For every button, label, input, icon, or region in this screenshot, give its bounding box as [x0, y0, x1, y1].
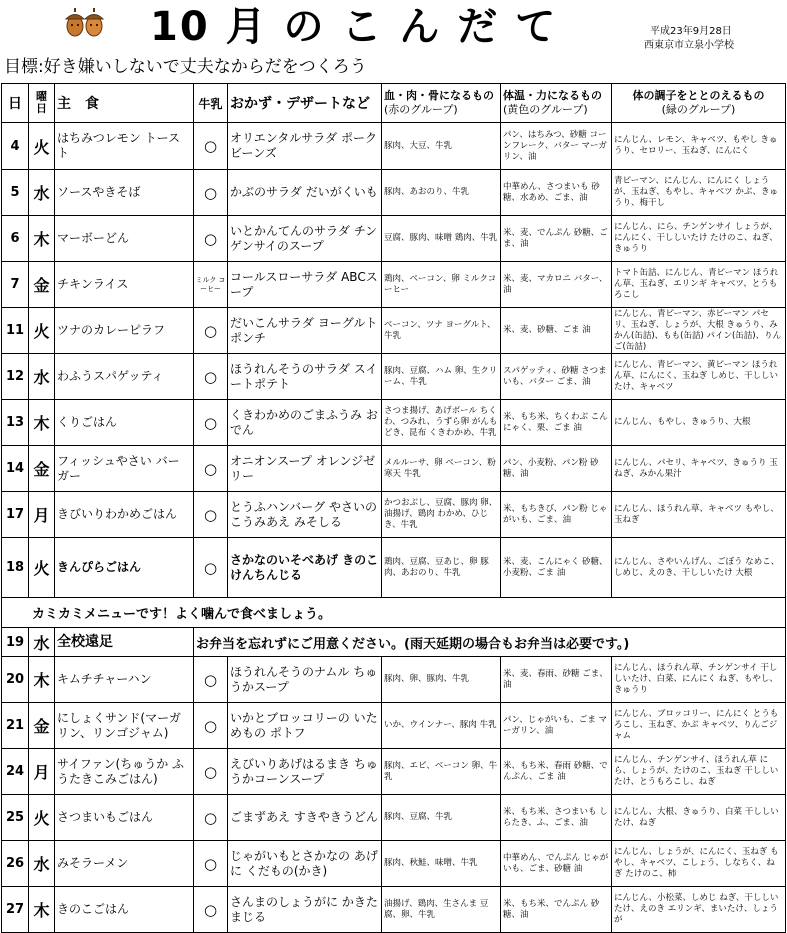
row-milk: ○ [194, 703, 228, 749]
table-row [2, 492, 786, 538]
row-dish: さんまのしょうがに かきたまじる [228, 887, 382, 933]
row-main: きのこごはん [55, 887, 194, 933]
row-red-group: さつま揚げ、あげボール ちくわ、つみれ、うずら卵 がんもどき、昆布 くきわかめ、牛乳 [382, 400, 501, 446]
acorn-icon [66, 8, 84, 36]
table-row [2, 887, 786, 933]
row-main: みそラーメン [55, 841, 194, 887]
row-red-group: 豚肉、卵、豚肉、牛乳 [382, 657, 501, 703]
row-milk: ○ [194, 446, 228, 492]
row-day: 21 [2, 703, 29, 749]
table-row [2, 170, 786, 216]
row-day: 14 [2, 446, 29, 492]
row-yellow-group: 米、麦、マカロニ バター、油 [501, 262, 612, 308]
row-weekday: 火 [29, 538, 55, 598]
row-red-group: 豚肉、大豆、牛乳 [382, 123, 501, 170]
table-row [2, 216, 786, 262]
header-yellow-sub: (黄色のグループ) [503, 103, 588, 116]
page-title: 10 月 の こ ん だ て [150, 4, 558, 50]
note-row [2, 598, 786, 628]
row-milk: ○ [194, 749, 228, 795]
row-dish: いかとブロッコリーの いためもの ポトフ [228, 703, 382, 749]
row-red-group: 豚肉、豆腐、ハム 卵、生クリーム、牛乳 [382, 354, 501, 400]
row-day: 7 [2, 262, 29, 308]
row-red-group: 油揚げ、鶏肉、生さんま 豆腐、卵、牛乳 [382, 887, 501, 933]
row-green-group: にんじん、ブロッコリー、にんにく とうもろこし、玉ねぎ、かぶ キャベツ、りんごジャム [612, 703, 786, 749]
header-milk: 牛乳 [194, 84, 228, 123]
table-row [2, 123, 786, 170]
header-red-group [382, 84, 501, 123]
row-main: 全校遠足 [55, 628, 194, 657]
header-yellow-title: 体温・力になるもの [503, 89, 602, 102]
header-red-title: 血・肉・骨になるもの [384, 89, 494, 102]
row-green-group: にんじん、青ピーマン、黄ピーマン ほうれん草、にんにく、玉ねぎ しめじ、干ししいたけ、キャベツ [612, 354, 786, 400]
row-milk: ○ [194, 216, 228, 262]
row-dish: えびいりあげはるまき ちゅうかコーンスープ [228, 749, 382, 795]
row-yellow-group: スパゲッティ、砂糖 さつまいも、バター ごま、油 [501, 354, 612, 400]
row-red-group: 豚肉、秋鮭、味噌、牛乳 [382, 841, 501, 887]
row-weekday: 木 [29, 400, 55, 446]
row-day: 24 [2, 749, 29, 795]
row-yellow-group: 米、もち米、さつまいも しらたき、ふ、ごま、油 [501, 795, 612, 841]
table-header [2, 84, 786, 123]
row-day: 13 [2, 400, 29, 446]
row-red-group: 豚肉、エビ、ベーコン 卵、牛乳 [382, 749, 501, 795]
row-weekday: 火 [29, 123, 55, 170]
row-milk: ○ [194, 841, 228, 887]
school-name: 西東京市立泉小学校 [644, 40, 734, 51]
row-dish: オリエンタルサラダ ポークビーンズ [228, 123, 382, 170]
excursion-message: お弁当を忘れずにご用意ください。(雨天延期の場合もお弁当は必要です。) [194, 628, 786, 657]
header-side: おかず・デザートなど [228, 84, 382, 123]
row-yellow-group: 米、麦、こんにゃく 砂糖、小麦粉、ごま 油 [501, 538, 612, 598]
header-green-group [612, 84, 786, 123]
row-main: マーボーどん [55, 216, 194, 262]
row-yellow-group: 米、もち米、春雨 砂糖、でんぷん、ごま 油 [501, 749, 612, 795]
row-green-group: にんじん、青ピーマン、赤ピーマン パセリ、玉ねぎ、しょうが、大根 きゅうり、みかん(缶詰)、もも(缶詰) パイン(缶詰)、りんご(缶詰) [612, 308, 786, 354]
row-milk: ○ [194, 123, 228, 170]
menu-table [1, 83, 786, 933]
row-main: ツナのカレーピラフ [55, 308, 194, 354]
row-dish: くきわかめのごまふうみ おでん [228, 400, 382, 446]
acorn-illustration [62, 4, 106, 38]
header-main: 主 食 [55, 84, 194, 123]
row-green-group: にんじん、レモン、キャベツ、もやし きゅうり、セロリー、玉ねぎ、にんにく [612, 123, 786, 170]
row-yellow-group: パン、はちみつ、砂糖 コーンフレーク、バター マーガリン、油 [501, 123, 612, 170]
row-dish: かぶのサラダ だいがくいも [228, 170, 382, 216]
table-row [2, 703, 786, 749]
row-yellow-group: 米、もち米、ちくわぶ こんにゃく、栗、ごま 油 [501, 400, 612, 446]
row-green-group: 青ピーマン、にんじん、にんにく しょうが、玉ねぎ、もやし、キャベツ かぶ、きゅうり、梅干し [612, 170, 786, 216]
row-weekday: 火 [29, 308, 55, 354]
row-day: 12 [2, 354, 29, 400]
row-dish: ほうれんそうのナムル ちゅうかスープ [228, 657, 382, 703]
row-yellow-group: 米、麦、でんぷん 砂糖、ごま、油 [501, 216, 612, 262]
table-row [2, 841, 786, 887]
row-yellow-group: 中華めん、さつまいも 砂糖、水あめ、ごま、油 [501, 170, 612, 216]
row-main: くりごはん [55, 400, 194, 446]
row-milk: ○ [194, 308, 228, 354]
row-dish: とうふハンバーグ やさいのこうみあえ みそしる [228, 492, 382, 538]
row-milk: ○ [194, 492, 228, 538]
row-weekday: 金 [29, 262, 55, 308]
row-main: わふうスパゲッティ [55, 354, 194, 400]
table-row [2, 795, 786, 841]
row-milk: ○ [194, 170, 228, 216]
row-weekday: 月 [29, 749, 55, 795]
row-red-group: 豚肉、豆腐、牛乳 [382, 795, 501, 841]
row-red-group: 鶏肉、豆腐、豆あじ、卵 豚肉、あおのり、牛乳 [382, 538, 501, 598]
table-row [2, 657, 786, 703]
row-red-group: 豆腐、豚肉、味噌 鶏肉、牛乳 [382, 216, 501, 262]
row-milk: ○ [194, 538, 228, 598]
row-green-group: にんじん、もやし、きゅうり、大根 [612, 400, 786, 446]
row-weekday: 木 [29, 657, 55, 703]
row-main: チキンライス [55, 262, 194, 308]
row-dish: さかなのいそべあげ きのこけんちんじる [228, 538, 382, 598]
row-dish: じゃがいもとさかなの あげに くだもの(かき) [228, 841, 382, 887]
table-row [2, 354, 786, 400]
row-milk: ○ [194, 354, 228, 400]
row-red-group: かつおぶし、豆腐、豚肉 卵、油揚げ、鶏肉 わかめ、ひじき、牛乳 [382, 492, 501, 538]
row-green-group: にんじん、さやいんげん、ごぼう なめこ、しめじ、えのき、干ししいたけ 大根 [612, 538, 786, 598]
header-red-sub: (赤のグループ) [384, 103, 458, 116]
acorn-icon [85, 8, 103, 36]
header-weekday: 曜日 [29, 84, 55, 123]
row-red-group: いか、ウインナー、豚肉 牛乳 [382, 703, 501, 749]
row-main: きびいりわかめごはん [55, 492, 194, 538]
row-yellow-group: 米、麦、砂糖、ごま 油 [501, 308, 612, 354]
row-red-group: ベーコン、ツナ ヨーグルト、牛乳 [382, 308, 501, 354]
row-main: ソースやきそば [55, 170, 194, 216]
header-day: 日 [2, 84, 29, 123]
row-main: フィッシュやさい バーガー [55, 446, 194, 492]
row-day: 26 [2, 841, 29, 887]
row-green-group: にんじん、ほうれん草、キャベツ もやし、玉ねぎ [612, 492, 786, 538]
row-weekday: 水 [29, 628, 55, 657]
row-weekday: 月 [29, 492, 55, 538]
row-yellow-group: 米、もち米、でんぷん 砂糖、油 [501, 887, 612, 933]
row-dish: ほうれんそうのサラダ スイートポテト [228, 354, 382, 400]
row-main: きんぴらごはん [55, 538, 194, 598]
kamikami-note: カミカミメニューです！よく噛んで食べましょう。 [2, 598, 786, 628]
row-green-group: にんじん、パセリ、キャベツ、きゅうり 玉ねぎ、みかん果汁 [612, 446, 786, 492]
row-main: キムチチャーハン [55, 657, 194, 703]
row-day: 25 [2, 795, 29, 841]
row-yellow-group: パン、小麦粉、パン粉 砂糖、油 [501, 446, 612, 492]
row-weekday: 水 [29, 170, 55, 216]
row-dish: コールスローサラダ ABCスープ [228, 262, 382, 308]
row-red-group: メルルーサ、卵 ベーコン、粉寒天 牛乳 [382, 446, 501, 492]
row-dish: オニオンスープ オレンジゼリー [228, 446, 382, 492]
table-row [2, 446, 786, 492]
row-day: 17 [2, 492, 29, 538]
row-yellow-group: 米、麦、春雨、砂糖 ごま、油 [501, 657, 612, 703]
row-red-group: 豚肉、あおのり、牛乳 [382, 170, 501, 216]
row-day: 18 [2, 538, 29, 598]
row-main: にしょくサンド(マーガリン、リンゴジャム) [55, 703, 194, 749]
row-weekday: 木 [29, 216, 55, 262]
menu-goal: 目標:好き嫌いしないで丈夫なからだをつくろう [4, 57, 367, 77]
table-row [2, 628, 786, 657]
row-main: サイファン(ちゅうか ふうたきこみごはん) [55, 749, 194, 795]
table-row [2, 749, 786, 795]
row-red-group: 鶏肉、ベーコン、卵 ミルクコーヒー [382, 262, 501, 308]
row-day: 27 [2, 887, 29, 933]
row-weekday: 木 [29, 887, 55, 933]
row-dish: だいこんサラダ ヨーグルトポンチ [228, 308, 382, 354]
row-yellow-group: 中華めん、でんぷん じゃがいも、ごま、砂糖 油 [501, 841, 612, 887]
row-green-group: にんじん、ほうれん草、チンゲンサイ 干ししいたけ、白菜、にんにく ねぎ、もやし、きゅうり [612, 657, 786, 703]
row-milk: ミルク コーヒー [194, 262, 228, 308]
row-yellow-group: 米、もちきび、パン粉 じゃがいも、ごま、油 [501, 492, 612, 538]
row-main: さつまいもごはん [55, 795, 194, 841]
row-day: 11 [2, 308, 29, 354]
row-weekday: 水 [29, 841, 55, 887]
row-main: はちみつレモン トースト [55, 123, 194, 170]
row-day: 4 [2, 123, 29, 170]
header-yellow-group [501, 84, 612, 123]
issue-date: 平成23年9月28日 [650, 26, 732, 37]
row-dish: いとかんてんのサラダ チンゲンサイのスープ [228, 216, 382, 262]
table-row [2, 308, 786, 354]
row-green-group: にんじん、大根、きゅうり、白菜 干ししいたけ、ねぎ [612, 795, 786, 841]
row-day: 5 [2, 170, 29, 216]
row-milk: ○ [194, 795, 228, 841]
row-day: 19 [2, 628, 29, 657]
header-green-sub: (緑のグループ) [661, 103, 736, 116]
header-green-title: 体の調子をととのえるもの [632, 89, 765, 102]
table-row [2, 400, 786, 446]
row-green-group: にんじん、にら、チンゲンサイ しょうが、にんにく、干ししいたけ たけのこ、ねぎ、きゅうり [612, 216, 786, 262]
row-green-group: にんじん、しょうが、にんにく、玉ねぎ もやし、キャベツ、こしょう、しなちく、ねぎ たけのこ、柿 [612, 841, 786, 887]
row-dish: ごまずあえ すきやきうどん [228, 795, 382, 841]
row-yellow-group: パン、じゃがいも、ごま マーガリン、油 [501, 703, 612, 749]
table-row [2, 262, 786, 308]
row-milk: ○ [194, 400, 228, 446]
row-day: 6 [2, 216, 29, 262]
row-weekday: 金 [29, 446, 55, 492]
row-weekday: 火 [29, 795, 55, 841]
row-green-group: にんじん、チンゲンサイ、ほうれん草 にら、しょうが、たけのこ、玉ねぎ 干ししいたけ、とうもろこし、ねぎ [612, 749, 786, 795]
row-milk: ○ [194, 657, 228, 703]
row-milk: ○ [194, 887, 228, 933]
table-row [2, 538, 786, 598]
row-day: 20 [2, 657, 29, 703]
row-weekday: 水 [29, 354, 55, 400]
row-weekday: 金 [29, 703, 55, 749]
row-green-group: トマト缶詰、にんじん、青ピーマン ほうれん草、玉ねぎ、エリンギ キャベツ、とうもろこし [612, 262, 786, 308]
row-green-group: にんじん、小松菜、しめじ ねぎ、干ししいたけ、えのき エリンギ、まいたけ、しょうが [612, 887, 786, 933]
